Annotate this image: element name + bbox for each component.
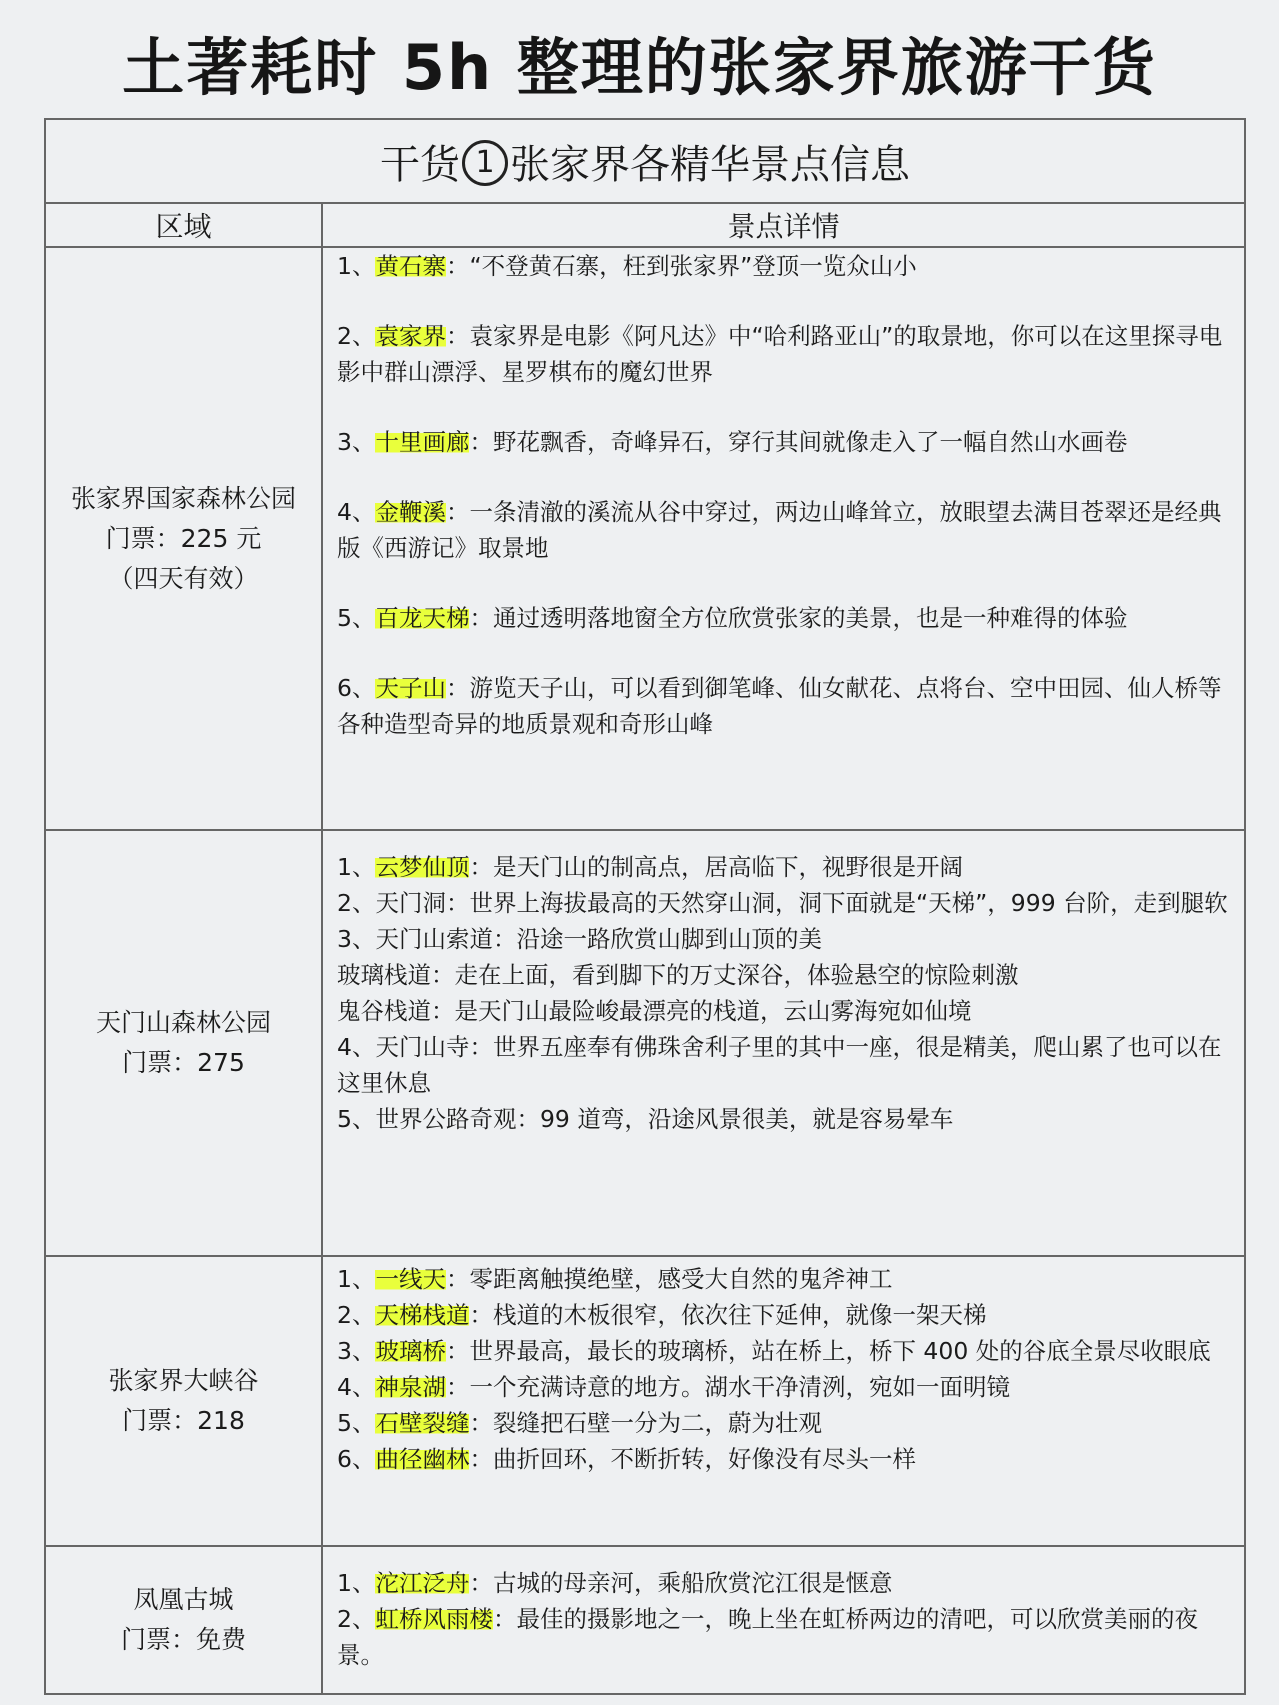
list-item: [337, 1601, 1228, 1673]
spot-desc: ：99 道弯，沿途风景很美，就是容易晕车: [516, 1105, 954, 1133]
ticket-price: 门票：225 元: [105, 523, 262, 553]
spot-desc: ：一个充满诗意的地方。湖水干净清洌，宛如一面明镜: [445, 1373, 1010, 1401]
item-number: 3、: [337, 1337, 376, 1365]
region-cell: [45, 1256, 322, 1546]
spot-name: 百龙天梯: [375, 604, 470, 632]
item-number: 4、: [337, 1033, 376, 1061]
subtitle-text: 张家界各精华景点信息: [510, 141, 910, 188]
spot-desc: ：零距离触摸绝壁，感受大自然的鬼斧神工: [445, 1265, 893, 1293]
details-cell: [322, 247, 1245, 830]
spot-name: 天门山索道: [375, 925, 493, 953]
item-number: 5、: [337, 604, 376, 632]
spot-name: 虹桥风雨楼: [375, 1605, 493, 1633]
list-item: [337, 1369, 1228, 1405]
item-number: 3、: [337, 925, 376, 953]
spot-name: 天梯栈道: [375, 1301, 470, 1329]
list-item: [337, 1029, 1228, 1101]
region-name: 凤凰古城: [133, 1585, 234, 1614]
spot-name: 黄石寨: [375, 252, 446, 280]
region-name: 张家界大峡谷: [108, 1366, 259, 1395]
spot-desc: ：野花飘香，奇峰异石，穿行其间就像走入了一幅自然山水画卷: [469, 428, 1128, 456]
list-item: [337, 1441, 1228, 1477]
spot-desc: ：走在上面，看到脚下的万丈深谷，体验悬空的惊险刺激: [431, 961, 1019, 989]
spot-desc: ：曲折回环，不断折转，好像没有尽头一样: [469, 1445, 916, 1473]
spot-name: 鬼谷栈道: [337, 997, 431, 1025]
region-cell: [45, 247, 322, 830]
spot-desc: ：裂缝把石壁一分为二，蔚为壮观: [469, 1409, 822, 1437]
ticket-price: 门票：免费: [120, 1625, 246, 1654]
spot-desc: ：是天门山的制高点，居高临下，视野很是开阔: [469, 853, 963, 881]
item-number: 1、: [337, 1265, 376, 1293]
item-number: 5、: [337, 1105, 376, 1133]
spot-name: 石壁裂缝: [375, 1409, 470, 1437]
spot-desc: ：世界上海拔最高的天然穿山洞，洞下面就是“天梯”，999 台阶，走到腿软: [445, 889, 1228, 917]
table-row: [45, 1546, 1245, 1694]
list-item: [337, 670, 1228, 742]
item-number: 1、: [337, 1569, 376, 1597]
item-number: 5、: [337, 1409, 376, 1437]
region-name: 张家界国家森林公园: [70, 483, 296, 513]
spots-table: [44, 118, 1246, 1695]
list-item: [337, 993, 1228, 1029]
item-number: 1、: [337, 853, 376, 881]
details-cell: [322, 1256, 1245, 1546]
subtitle-row: [45, 119, 1245, 203]
spot-name: 天门洞: [375, 889, 446, 917]
table-row: [45, 830, 1245, 1256]
item-number: 4、: [337, 1373, 376, 1401]
spot-name: 玻璃栈道: [337, 961, 431, 989]
list-item: [337, 885, 1228, 921]
table-subtitle: [45, 119, 1245, 203]
list-item: [337, 1333, 1228, 1369]
item-number: 3、: [337, 428, 376, 456]
spot-desc: ：一条清澈的溪流从谷中穿过，两边山峰耸立，放眼望去满目苍翠还是经典版《西游记》取景地: [337, 498, 1222, 562]
list-item: [337, 1261, 1228, 1297]
header-region: 区域: [45, 203, 322, 247]
spot-name: 十里画廊: [375, 428, 470, 456]
spot-desc: ：沿途一路欣赏山脚到山顶的美: [492, 925, 822, 953]
details-cell: [322, 1546, 1245, 1694]
item-number: 6、: [337, 1445, 376, 1473]
ticket-note: （四天有效）: [108, 563, 259, 593]
header-row: [45, 203, 1245, 247]
spot-name: 世界公路奇观: [375, 1105, 517, 1133]
list-item: [337, 1101, 1228, 1137]
spot-desc: ：“不登黄石寨，枉到张家界”登顶一览众山小: [445, 252, 917, 280]
table-row: [45, 247, 1245, 830]
region-cell: [45, 1546, 322, 1694]
list-item: [337, 1405, 1228, 1441]
spot-desc: ：游览天子山，可以看到御笔峰、仙女献花、点将台、空中田园、仙人桥等各种造型奇异的地质景观和奇形山峰: [337, 674, 1222, 738]
subtitle-prefix: 干货: [380, 141, 460, 188]
spot-name: 曲径幽林: [375, 1445, 470, 1473]
item-number: 6、: [337, 674, 376, 702]
list-item: [337, 494, 1228, 566]
item-number: 2、: [337, 889, 376, 917]
spot-desc: ：古城的母亲河，乘船欣赏沱江很是惬意: [469, 1569, 893, 1597]
spot-name: 金鞭溪: [375, 498, 446, 526]
region-name: 天门山森林公园: [95, 1008, 271, 1037]
details-cell: [322, 830, 1245, 1256]
spot-desc: ：世界五座奉有佛珠舍利子里的其中一座，很是精美，爬山累了也可以在这里休息: [337, 1033, 1222, 1097]
spot-name: 天门山寺: [375, 1033, 470, 1061]
spot-name: 天子山: [375, 674, 446, 702]
table-row: [45, 1256, 1245, 1546]
list-item: [337, 600, 1228, 636]
header-details: 景点详情: [322, 203, 1245, 247]
spot-desc: ：袁家界是电影《阿凡达》中“哈利路亚山”的取景地，你可以在这里探寻电影中群山漂浮、星罗棋布的魔幻世界: [337, 322, 1223, 386]
list-item: [337, 957, 1228, 993]
spot-name: 云梦仙顶: [375, 853, 470, 881]
list-item: [337, 318, 1228, 390]
spot-desc: ：通过透明落地窗全方位欣赏张家的美景，也是一种难得的体验: [469, 604, 1128, 632]
spot-desc: ：是天门山最险峻最漂亮的栈道，云山雾海宛如仙境: [431, 997, 972, 1025]
spot-desc: ：栈道的木板很窄，依次往下延伸，就像一架天梯: [469, 1301, 987, 1329]
spot-name: 袁家界: [375, 322, 446, 350]
item-number: 2、: [337, 1605, 376, 1633]
list-item: [337, 1297, 1228, 1333]
list-item: [337, 248, 1228, 284]
spot-name: 神泉湖: [375, 1373, 446, 1401]
ticket-price: 门票：275: [122, 1048, 245, 1077]
spot-desc: ：最佳的摄影地之一，晚上坐在虹桥两边的清吧，可以欣赏美丽的夜景。: [337, 1605, 1198, 1669]
item-number: 4、: [337, 498, 376, 526]
list-item: [337, 424, 1228, 460]
spot-name: 沱江泛舟: [375, 1569, 470, 1597]
item-number: 1、: [337, 252, 376, 280]
region-cell: [45, 830, 322, 1256]
list-item: [337, 1565, 1228, 1601]
spot-desc: ：世界最高，最长的玻璃桥，站在桥上，桥下 400 处的谷底全景尽收眼底: [445, 1337, 1211, 1365]
spot-name: 玻璃桥: [375, 1337, 446, 1365]
item-number: 2、: [337, 322, 376, 350]
list-item: [337, 849, 1228, 885]
item-number: 2、: [337, 1301, 376, 1329]
list-item: [337, 921, 1228, 957]
circled-number: 1: [462, 140, 508, 186]
ticket-price: 门票：218: [122, 1406, 245, 1435]
page-title: 土著耗时 5h 整理的张家界旅游干货: [122, 31, 1157, 104]
spot-name: 一线天: [375, 1265, 446, 1293]
